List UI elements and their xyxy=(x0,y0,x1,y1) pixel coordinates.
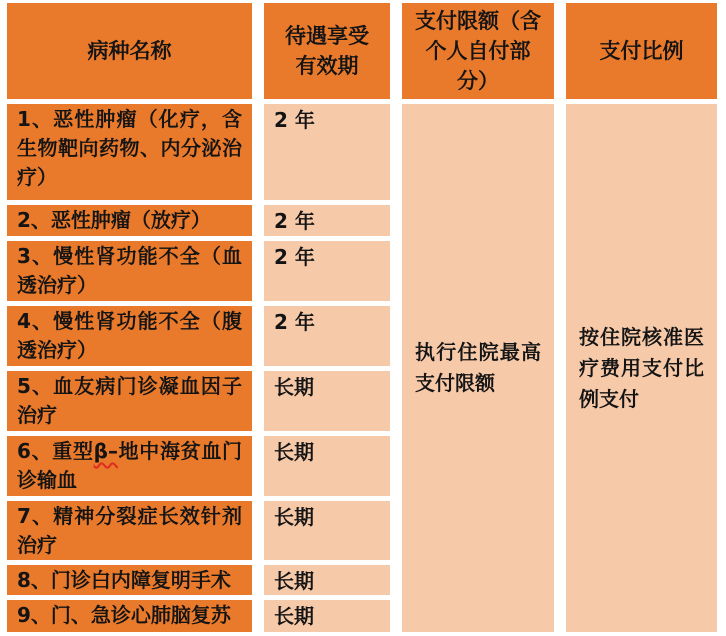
disease-name-text: 6、重型 xyxy=(17,439,94,463)
validity-period-cell: 长期 xyxy=(264,371,390,431)
disease-name-cell: 3、慢性肾功能不全（血透治疗） xyxy=(7,241,252,301)
disease-name-cell: 2、恶性肿瘤（放疗） xyxy=(7,205,252,236)
validity-period-cell: 长期 xyxy=(264,436,390,496)
header-validity-period: 待遇享受有效期 xyxy=(264,3,390,99)
disease-name-cell: 5、血友病门诊凝血因子治疗 xyxy=(7,371,252,431)
validity-period-cell: 2 年 xyxy=(264,205,390,236)
disease-name-cell: 4、慢性肾功能不全（腹透治疗） xyxy=(7,306,252,366)
validity-period-cell: 长期 xyxy=(264,600,390,632)
disease-name-cell: 8、门诊白内障复明手术 xyxy=(7,565,252,595)
validity-period-cell: 2 年 xyxy=(264,306,390,366)
header-disease-name: 病种名称 xyxy=(7,3,252,99)
disease-name-cell xyxy=(7,436,252,496)
validity-period-cell: 2 年 xyxy=(264,104,390,200)
header-payment-limit: 支付限额（含个人自付部分） xyxy=(402,3,554,99)
spellcheck-underline-text: β– xyxy=(93,439,118,463)
header-payment-ratio: 支付比例 xyxy=(566,3,717,99)
validity-period-cell: 长期 xyxy=(264,565,390,595)
validity-period-cell: 2 年 xyxy=(264,241,390,301)
disease-name-cell: 1、恶性肿瘤（化疗，含生物靶向药物、内分泌治疗） xyxy=(7,104,252,200)
payment-limit-merged-cell: 执行住院最高支付限额 xyxy=(402,104,554,632)
disease-name-text: 地中海贫血门诊输血 xyxy=(17,439,243,492)
disease-name-cell: 9、门、急诊心肺脑复苏 xyxy=(7,600,252,632)
validity-period-cell: 长期 xyxy=(264,501,390,560)
payment-ratio-merged-cell: 按住院核准医疗费用支付比例支付 xyxy=(566,104,717,632)
disease-name-cell: 7、精神分裂症长效针剂治疗 xyxy=(7,501,252,560)
